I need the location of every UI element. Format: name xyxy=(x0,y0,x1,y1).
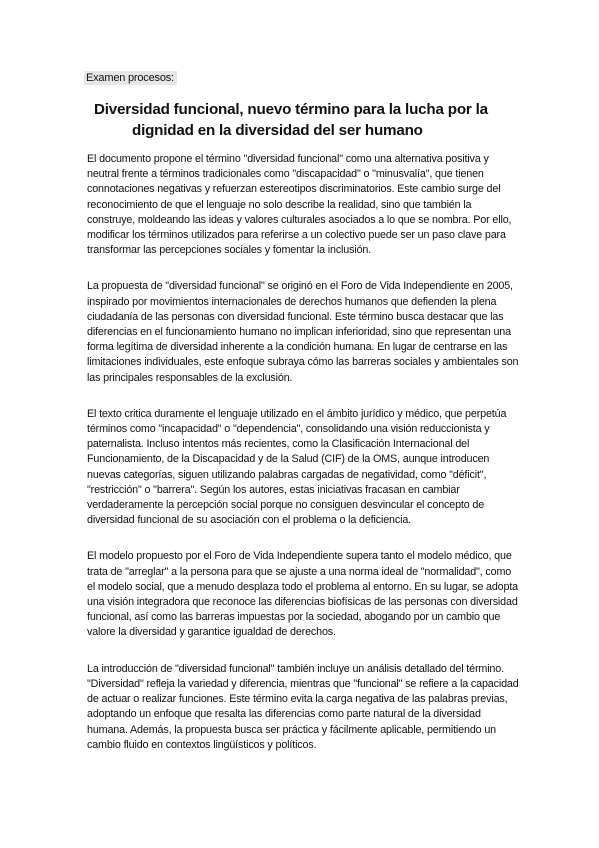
paragraph-5: La introducción de "diversidad funcional" también incluye un análisis detallado del término. "Diversidad" refleja la variedad y diferencia, mientras que "funcional" se refiere a la capacidad de actuar o realizar funciones. Este término evita la carga negativa de las palabras previas, adoptando un enfoque que resalta las diferencias como parte natural de la diversidad humana. Además, la propuesta busca ser práctica y fácilmente aplicable, permitiendo un cambio fluido en contextos lingüísticos y políticos. xyxy=(87,662,519,751)
title-line-2: dignidad en la diversidad del ser humano xyxy=(132,122,423,139)
exam-label-text: Examen procesos: xyxy=(86,72,174,84)
title-line-1: Diversidad funcional, nuevo término para la lucha por la xyxy=(94,101,488,118)
paragraph-3: El texto critica duramente el lenguaje utilizado en el ámbito jurídico y médico, que perpetúa términos como "incapacidad" o "dependencia", consolidando una visión reduccionista y paternalista. Incluso intentos más recientes, como la Clasificación Internacional del Funcionamiento, de la Discapacidad y de la Salud (CIF) de la OMS, aunque introducen nuevas categorías, siguen utilizando palabras cargadas de negatividad, como "déficit", "restricción" o "barrera". Según los autores, estas iniciativas fracasan en cambiar verdaderamente la percepción social porque no consiguen desvincular el concepto de diversidad funcional de su asociación con el problema o la deficiencia. xyxy=(87,407,507,527)
paragraph-2: La propuesta de "diversidad funcional" se originó en el Foro de Vida Independiente en 2005, inspirado por movimientos internacionales de derechos humanos que defienden la plena ciudadanía de las personas con diversidad funcional. Este término busca destacar que las diferencias en el funcionamiento humano no implican inferioridad, sino que representan una forma legítima de diversidad inherente a la condición humana. En lugar de centrarse en las limitaciones individuales, este enfoque subraya cómo las barreras sociales y ambientales son las principales responsables de la exclusión. xyxy=(87,280,519,384)
document-title xyxy=(88,99,508,141)
paragraph-4: El modelo propuesto por el Foro de Vida Independiente supera tanto el modelo médico, que trata de "arreglar" a la persona para que se ajuste a una norma ideal de "normalidad", como el modelo social, que a menudo desplaza todo el problema al entorno. En su lugar, se adopta una visión integradora que reconoce las diferencias biofísicas de las personas con diversidad funcional, así como las barreras impuestas por la sociedad, abogando por un cambio que valore la diversidad y garantice igualdad de derechos. xyxy=(87,550,518,639)
document-body xyxy=(87,152,521,774)
paragraph-1: El documento propone el término "diversidad funcional" como una alternativa positiva y neutral frente a términos tradicionales como "discapacidad" o "minusvalía", que tienen connotaciones negativas y refuerzan estereotipos discriminatorios. Este cambio surge del reconocimiento de que el lenguaje no solo describe la realidad, sino que también la construye, moldeando las ideas y valores culturales asociados a lo que se nombra. Por ello, modificar los términos utilizados para referirse a un colectivo puede ser un paso clave para transformar las percepciones sociales y fomentar la inclusión. xyxy=(87,153,512,257)
exam-label xyxy=(84,71,177,85)
